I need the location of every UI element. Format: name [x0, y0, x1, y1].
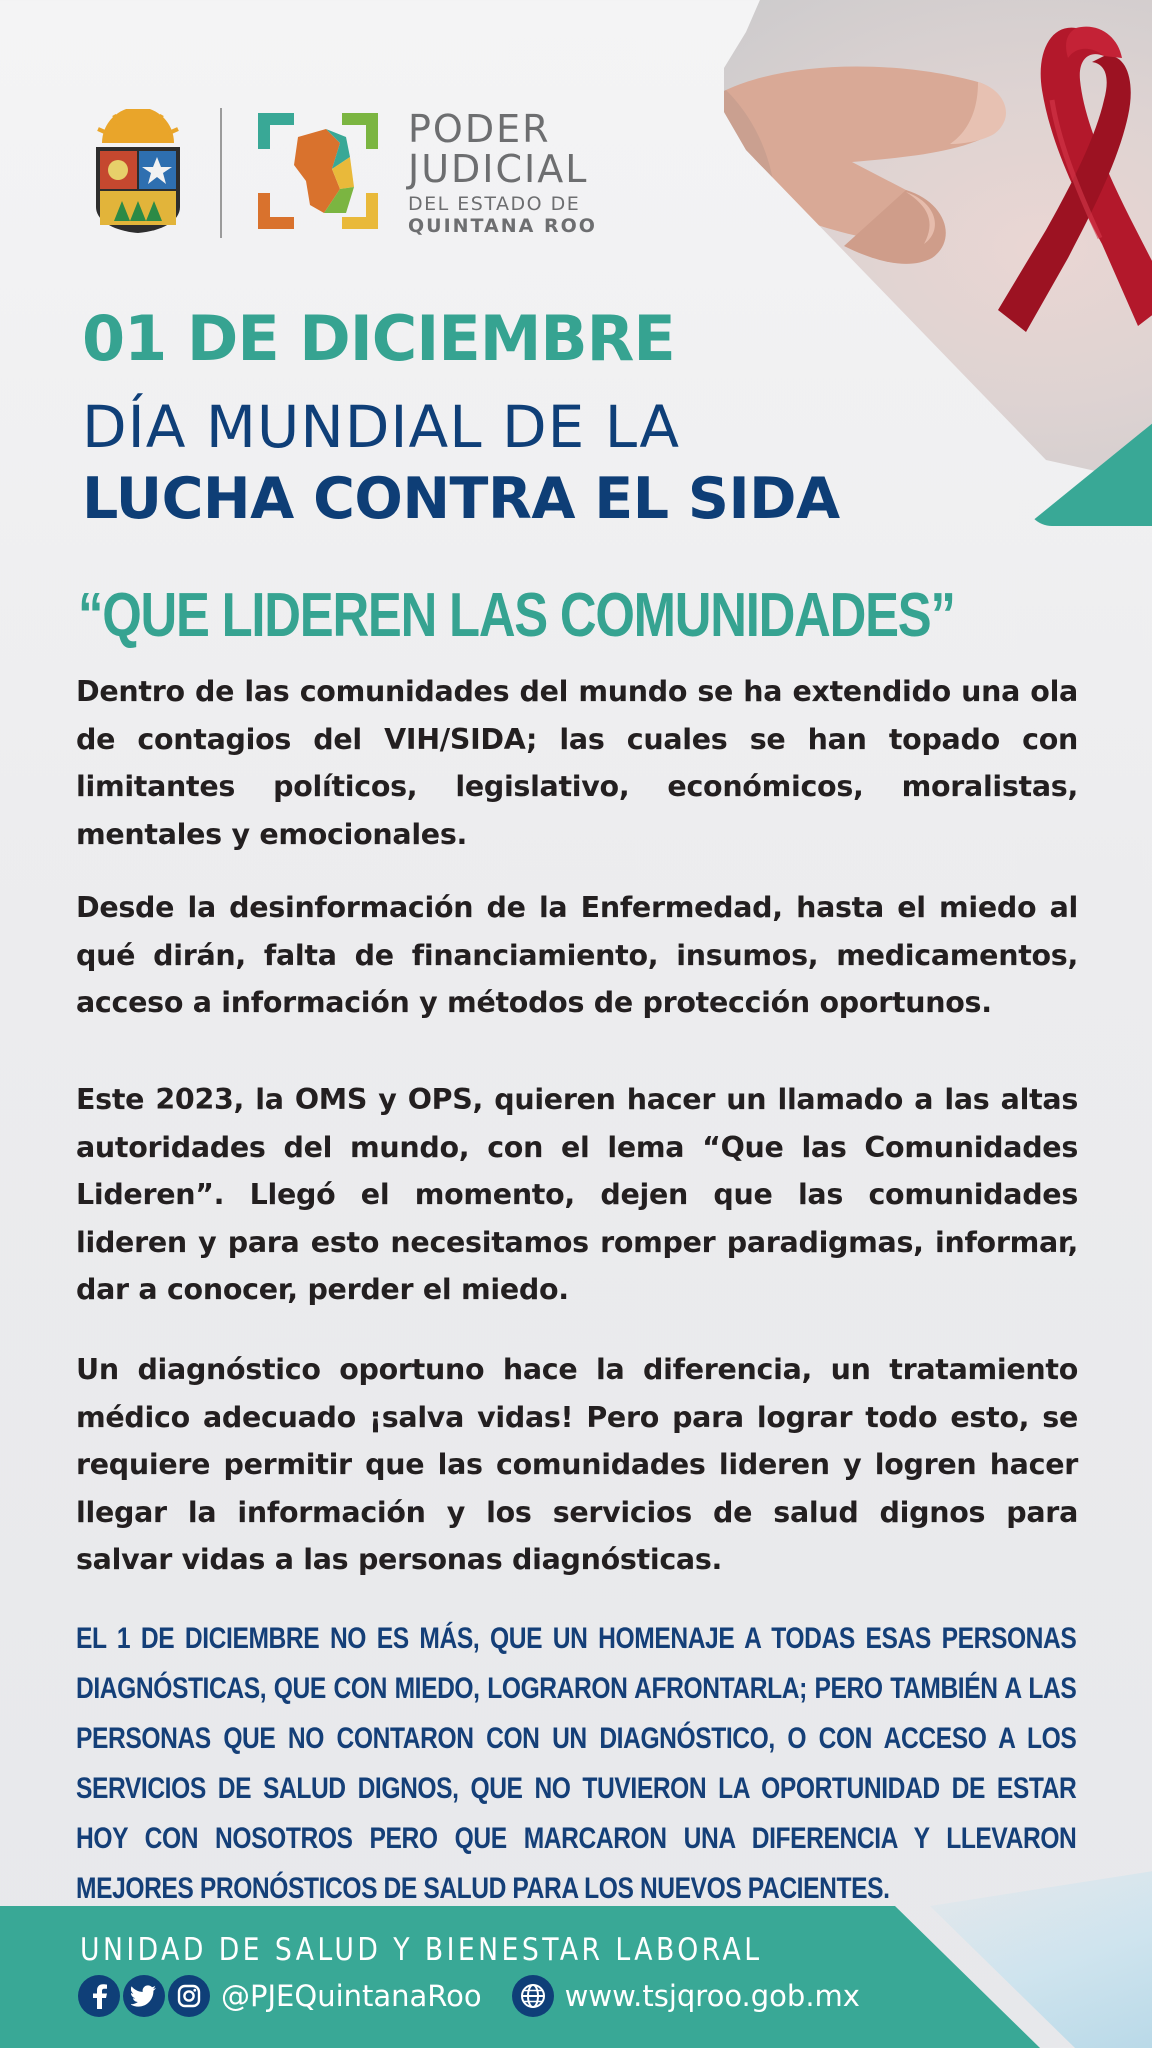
globe-icon [512, 1975, 554, 2017]
institution-line1: PODER [408, 107, 551, 151]
paragraph-3: Este 2023, la OMS y OPS, quieren hacer un llamado a las altas autoridades del mundo, con el lema “Que las Comunidades Lideren”. Llegó el momento, dejen que las comunidades lideren y para esto necesitamos romper paradigmas, informar, dar a conocer, perder el miedo. [76, 1083, 1078, 1306]
judicial-power-logo-icon [254, 109, 382, 238]
institution-line2: JUDICIAL [408, 147, 589, 191]
twitter-icon[interactable] [123, 1975, 165, 2017]
website-link[interactable]: www.tsjqroo.gob.mx [564, 1979, 860, 2013]
date-title: 01 DE DICIEMBRE [82, 302, 675, 375]
institution-line4: QUINTANA ROO [408, 215, 597, 237]
closing-statement: EL 1 DE DICIEMBRE NO ES MÁS, QUE UN HOMENAJE A TODAS ESAS PERSONAS DIAGNÓSTICAS, QUE CON MIEDO, LOGRARON AFRONTARLA; PERO TAMBIÉN A LAS PERSONAS QUE NO CONTARON CON UN DIAGNÓSTICO, O CON ACCESO A LOS SERVICIOS DE SALUD DIGNOS, QUE NO TUVIERON LA OPORTUNIDAD DE ESTAR HOY CON NOSOTROS PERO QUE MARCARON UNA DIFERENCIA Y LLEVARON MEJORES PRONÓSTICOS DE SALUD PARA LOS NUEVOS PACIENTES. [76, 1622, 1077, 1905]
awareness-ribbon-photo [606, 0, 1152, 500]
social-handle[interactable]: @PJEQuintanaRoo [221, 1979, 482, 2013]
logo-divider [220, 108, 222, 238]
header-logos [92, 108, 597, 238]
paragraph-1: Dentro de las comunidades del mundo se ha extendido una ola de contagios del VIH/SIDA; las cuales se han topado con limitantes políticos, legislativo, económicos, moralistas, mentales y emocionales. [76, 675, 1078, 851]
paragraph-4: Un diagnóstico oportuno hace la diferencia, un tratamiento médico adecuado ¡salva vidas! Pero para lograr todo esto, se requiere permitir que las comunidades lideren y logren hacer llegar la información y los servicios de salud dignos para salvar vidas a las personas diagnósticas. [76, 1353, 1078, 1576]
facebook-icon[interactable] [78, 1975, 120, 2017]
event-title-emphasis: LUCHA CONTRA EL SIDA [82, 466, 840, 532]
campaign-slogan: “QUE LIDEREN LAS COMUNIDADES” [78, 581, 955, 650]
institution-name [408, 109, 597, 237]
footer-contact-row [78, 1972, 860, 2020]
institution-line3: DEL ESTADO DE [408, 193, 581, 215]
instagram-icon[interactable] [168, 1975, 210, 2017]
event-title-line: DÍA MUNDIAL DE LA [82, 393, 681, 461]
paragraph-2: Desde la desinformación de la Enfermedad, hasta el miedo al qué dirán, falta de financiamiento, insumos, medicamentos, acceso a información y métodos de protección oportunos. [76, 891, 1078, 1019]
footer-unit-name: UNIDAD DE SALUD Y BIENESTAR LABORAL [80, 1932, 763, 1968]
state-coat-of-arms-icon [92, 109, 184, 238]
